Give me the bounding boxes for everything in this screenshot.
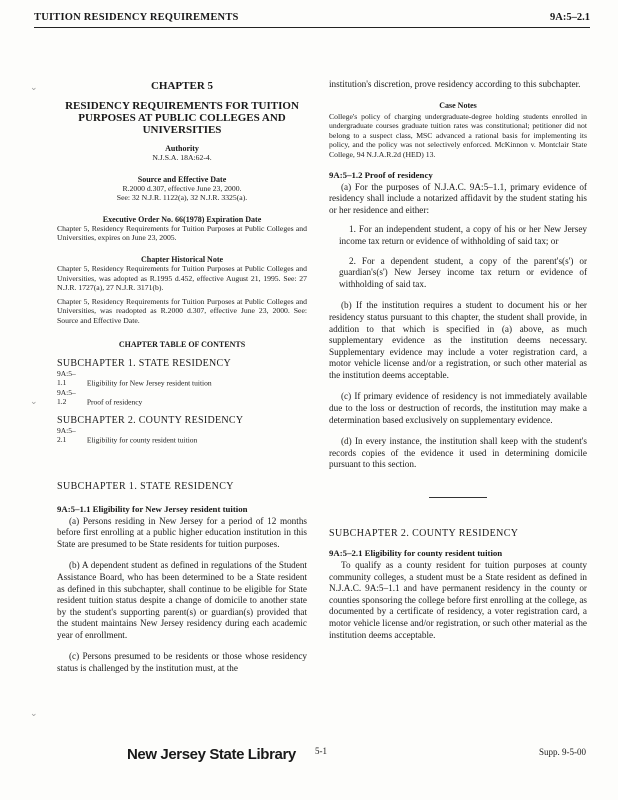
source-heading: Source and Effective Date (137, 174, 227, 184)
section-divider (429, 497, 487, 498)
header-title: TUITION RESIDENCY REQUIREMENTS (34, 12, 239, 23)
paragraph: To qualify as a county resident for tuition purposes at county community colleges, a student must be a State resident as defined in N.J.A.C. 9A:5–1.1 and have permanent residency in the county or counties sponsoring the college before first enrolling at the college, as documented by a certificate of residency, a voter registration card, a motor vehicle license and/or registration, or such other material as the institution deems acceptable. (329, 560, 587, 640)
header-section-number: 9A:5–2.1 (550, 12, 590, 23)
subchapter-heading: SUBCHAPTER 1. STATE RESIDENCY (57, 480, 234, 492)
toc-item[interactable]: 9A:5–1.2 Proof of residency (57, 387, 143, 407)
scan-mark: ⌄ (30, 708, 38, 718)
running-header (34, 9, 590, 28)
paragraph: (c) If primary evidence of residency is not immediately available due to the loss or destruction of records, the institution may make a determination based exclusively on supplementary evidence. (329, 391, 587, 425)
right-column (329, 77, 587, 641)
toc-item[interactable]: 9A:5–2.1 Eligibility for county resident tuition (57, 425, 198, 445)
subchapter-heading: SUBCHAPTER 2. COUNTY RESIDENCY (329, 528, 519, 540)
page-number: 5-1 (315, 746, 327, 756)
paragraph: (a) Persons residing in New Jersey for a period of 12 months before first enrolling at a public higher education institution in this State are presumed to be State residents for tuition purposes. (57, 515, 307, 549)
executive-order-heading: Executive Order No. 66(1978) Expiration Date (102, 214, 262, 224)
source-text: See: 32 N.J.R. 1122(a), 32 N.J.R. 3325(a). (116, 193, 248, 203)
paragraph: (b) A dependent student as defined in regulations of the Student Assistance Board, who has been determined to be a State resident as defined in this subchapter, shall continue to be eligible for State resident tuition status despite a change of domicile to another state by the student's supporting parent(s) or guardian(s) provided that the student maintains New Jersey residency during each academic year of enrollment. (57, 560, 307, 640)
paragraph: 2. For a dependent student, a copy of the parent's(s') or guardian's(s') New Jersey income tax return or evidence of withholding of said tax. (339, 255, 587, 289)
executive-order-text: Chapter 5, Residency Requirements for Tuition Purposes at Public Colleges and Universities, expires on June 23, 2005. (57, 223, 307, 243)
authority-heading: Authority (165, 144, 199, 153)
paragraph: 1. For an independent student, a copy of his or her New Jersey income tax return or evidence of withholding of said tax; or (339, 224, 587, 246)
supplement-date: Supp. 9-5-00 (539, 747, 586, 757)
section-heading: 9A:5–1.1 Eligibility for New Jersey resident tuition (57, 503, 248, 514)
section-heading: 9A:5–1.2 Proof of residency (329, 169, 433, 180)
paragraph: (d) In every instance, the institution shall keep with the student's records copies of the evidence it used in determining domicile pursuant to this section. (329, 436, 587, 470)
section-heading: 9A:5–2.1 Eligibility for county resident tuition (329, 548, 503, 559)
scan-mark: ⌄ (30, 82, 38, 92)
toc-item[interactable]: 9A:5–1.1 Eligibility for New Jersey resident tuition (57, 368, 212, 388)
toc-subchapter: SUBCHAPTER 1. STATE RESIDENCY (57, 357, 232, 369)
paragraph: (b) If the institution requires a student to document his or her residency status pursuant to this chapter, the student shall provide, in addition to that which is specified in (a) above, as much supplementary evidence as the institution deems necessary. Supplementary evidence may include a voter registration card, a motor vehicle license and/or a registration, or such other material as the institution deems acceptable. (329, 300, 587, 380)
authority-text: N.J.S.A. 18A:62-4. (152, 153, 212, 162)
toc-heading: CHAPTER TABLE OF CONTENTS (118, 339, 246, 349)
case-notes-text: College's policy of charging undergraduate-degree holding students enrolled in undergraduate courses graduate tuition rates was constitutional; petitioner did not belong to a suspect class, MSC advanced a rational basis for implementing its policy, and the policy was not selectively enforced. McKinnon v. Montclair State College, 94 N.J.A.R.2d (HED) 13. (329, 111, 587, 159)
historical-note-text: Chapter 5, Residency Requirements for Tuition Purposes at Public Colleges and Universities, was adopted as R.1995 d.452, effective August 21, 1995. See: 27 N.J.R. 1727(a), 27 N.J.R. 3171(b). (57, 263, 307, 293)
chapter-title: CHAPTER 5 (150, 80, 214, 92)
library-watermark: New Jersey State Library (127, 746, 296, 763)
paragraph: (c) Persons presumed to be residents or those whose residency status is challenged by the institution must, at the (57, 651, 307, 674)
scan-mark: ⌄ (30, 396, 38, 406)
historical-note-text: Chapter 5, Residency Requirements for Tuition Purposes at Public Colleges and Universities, was readopted as R.2000 d.307, effective June 23, 2000. See: Source and Effective Date. (57, 296, 307, 325)
source-text: R.2000 d.307, effective June 23, 2000. (122, 183, 242, 193)
historical-note-heading: Chapter Historical Note (140, 254, 224, 264)
paragraph: institution's discretion, prove residency according to this subchapter. (329, 79, 581, 89)
case-notes-heading: Case Notes (439, 100, 477, 110)
toc-subchapter: SUBCHAPTER 2. COUNTY RESIDENCY (57, 414, 244, 426)
chapter-subtitle: RESIDENCY REQUIREMENTS FOR TUITION PURPOSES AT PUBLIC COLLEGES AND UNIVERSITIES (65, 100, 299, 136)
paragraph: (a) For the purposes of N.J.A.C. 9A:5–1.1, primary evidence of residency shall include a notarized affidavit by the student stating his or her residence and either: (329, 181, 587, 215)
left-column (57, 80, 307, 675)
